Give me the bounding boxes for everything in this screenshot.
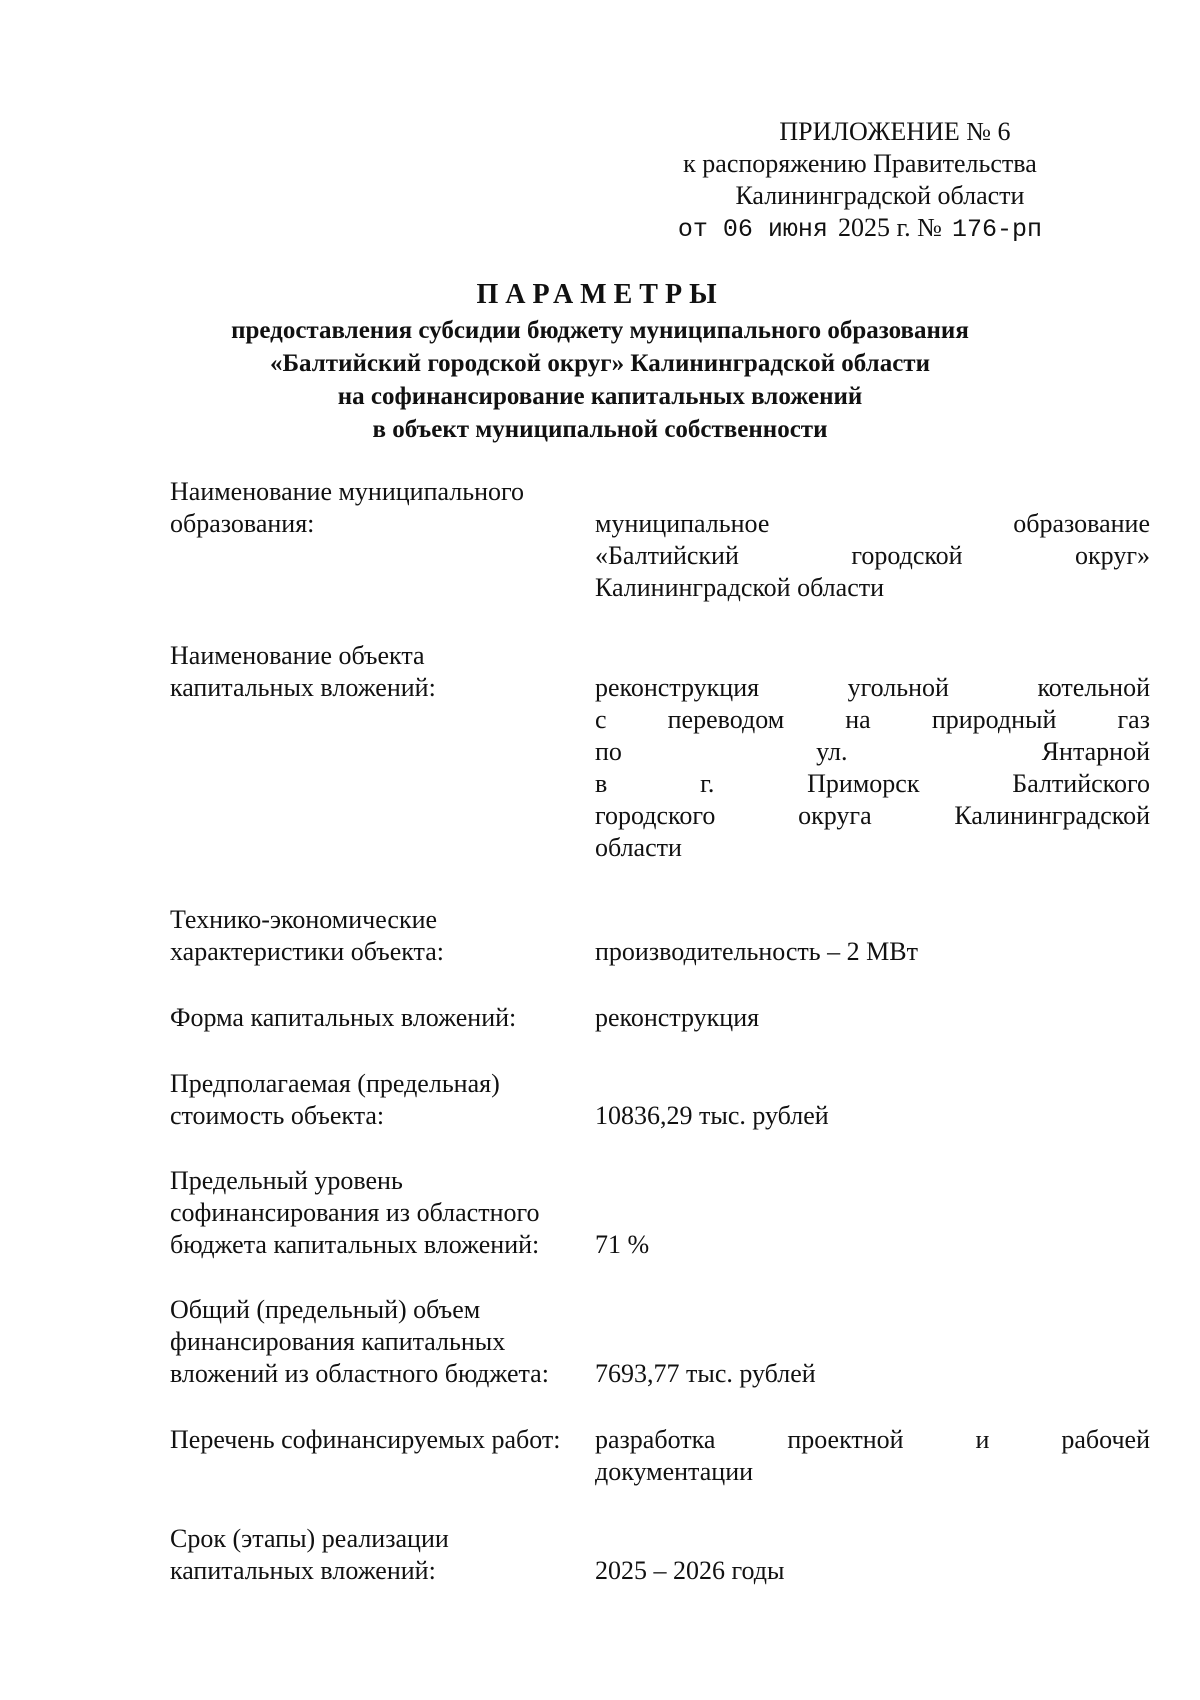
param-value: 10836,29 тыс. рублей bbox=[595, 1101, 829, 1130]
param-value: производительность – 2 МВт bbox=[595, 937, 918, 966]
title-line-3: на софинансирование капитальных вложений bbox=[337, 383, 863, 410]
param-value: 71 % bbox=[595, 1230, 650, 1259]
param-label: Срок (этапы) реализации капитальных вложений: bbox=[170, 1524, 449, 1585]
param-value: реконструкция угольной котельной с переводом на природный газ по ул. Янтарной в г. Приморск Балтийского городского округа Калининградской области bbox=[595, 673, 1150, 862]
title-line-2: «Балтийский городской округ» Калининградской области bbox=[270, 350, 930, 377]
param-value: 7693,77 тыс. рублей bbox=[595, 1359, 816, 1388]
param-value: муниципальное образование «Балтийский городской округ» Калининградской области bbox=[595, 509, 1150, 602]
param-label: Перечень софинансируемых работ: bbox=[170, 1425, 561, 1454]
document-title bbox=[0, 276, 1200, 446]
appendix-decree-ref: к распоряжению Правительства bbox=[683, 149, 1037, 178]
appendix-region: Калининградской области bbox=[735, 181, 1025, 210]
param-label: Предельный уровень софинансирования из областного бюджета капитальных вложений: bbox=[170, 1166, 540, 1259]
param-value: 2025 – 2026 годы bbox=[595, 1556, 785, 1585]
appendix-date-line bbox=[678, 212, 1042, 246]
title-line-4: в объект муниципальной собственности bbox=[372, 416, 828, 443]
title-main: ПАРАМЕТРЫ bbox=[476, 279, 724, 310]
param-value: разработка проектной и рабочей документации bbox=[595, 1425, 1150, 1486]
appendix-number: ПРИЛОЖЕНИЕ № 6 bbox=[779, 117, 1011, 146]
appendix-date: от 06 июня bbox=[677, 215, 828, 244]
param-label: Наименование объекта капитальных вложений: bbox=[170, 641, 436, 702]
param-label: Общий (предельный) объем финансирования капитальных вложений из областного бюджета: bbox=[170, 1295, 549, 1388]
appendix-decree-number: 176-рп bbox=[951, 215, 1042, 244]
param-label: Предполагаемая (предельная) стоимость объекта: bbox=[170, 1069, 500, 1130]
title-line-1: предоставления субсидии бюджету муниципального образования bbox=[231, 317, 969, 344]
param-label: Форма капитальных вложений: bbox=[170, 1003, 517, 1032]
param-label: Наименование муниципального образования: bbox=[170, 477, 525, 538]
appendix-header bbox=[678, 116, 1042, 246]
param-value: реконструкция bbox=[595, 1003, 760, 1032]
appendix-year: 2025 г. № bbox=[837, 213, 942, 242]
param-label: Технико-экономические характеристики объекта: bbox=[170, 905, 445, 966]
